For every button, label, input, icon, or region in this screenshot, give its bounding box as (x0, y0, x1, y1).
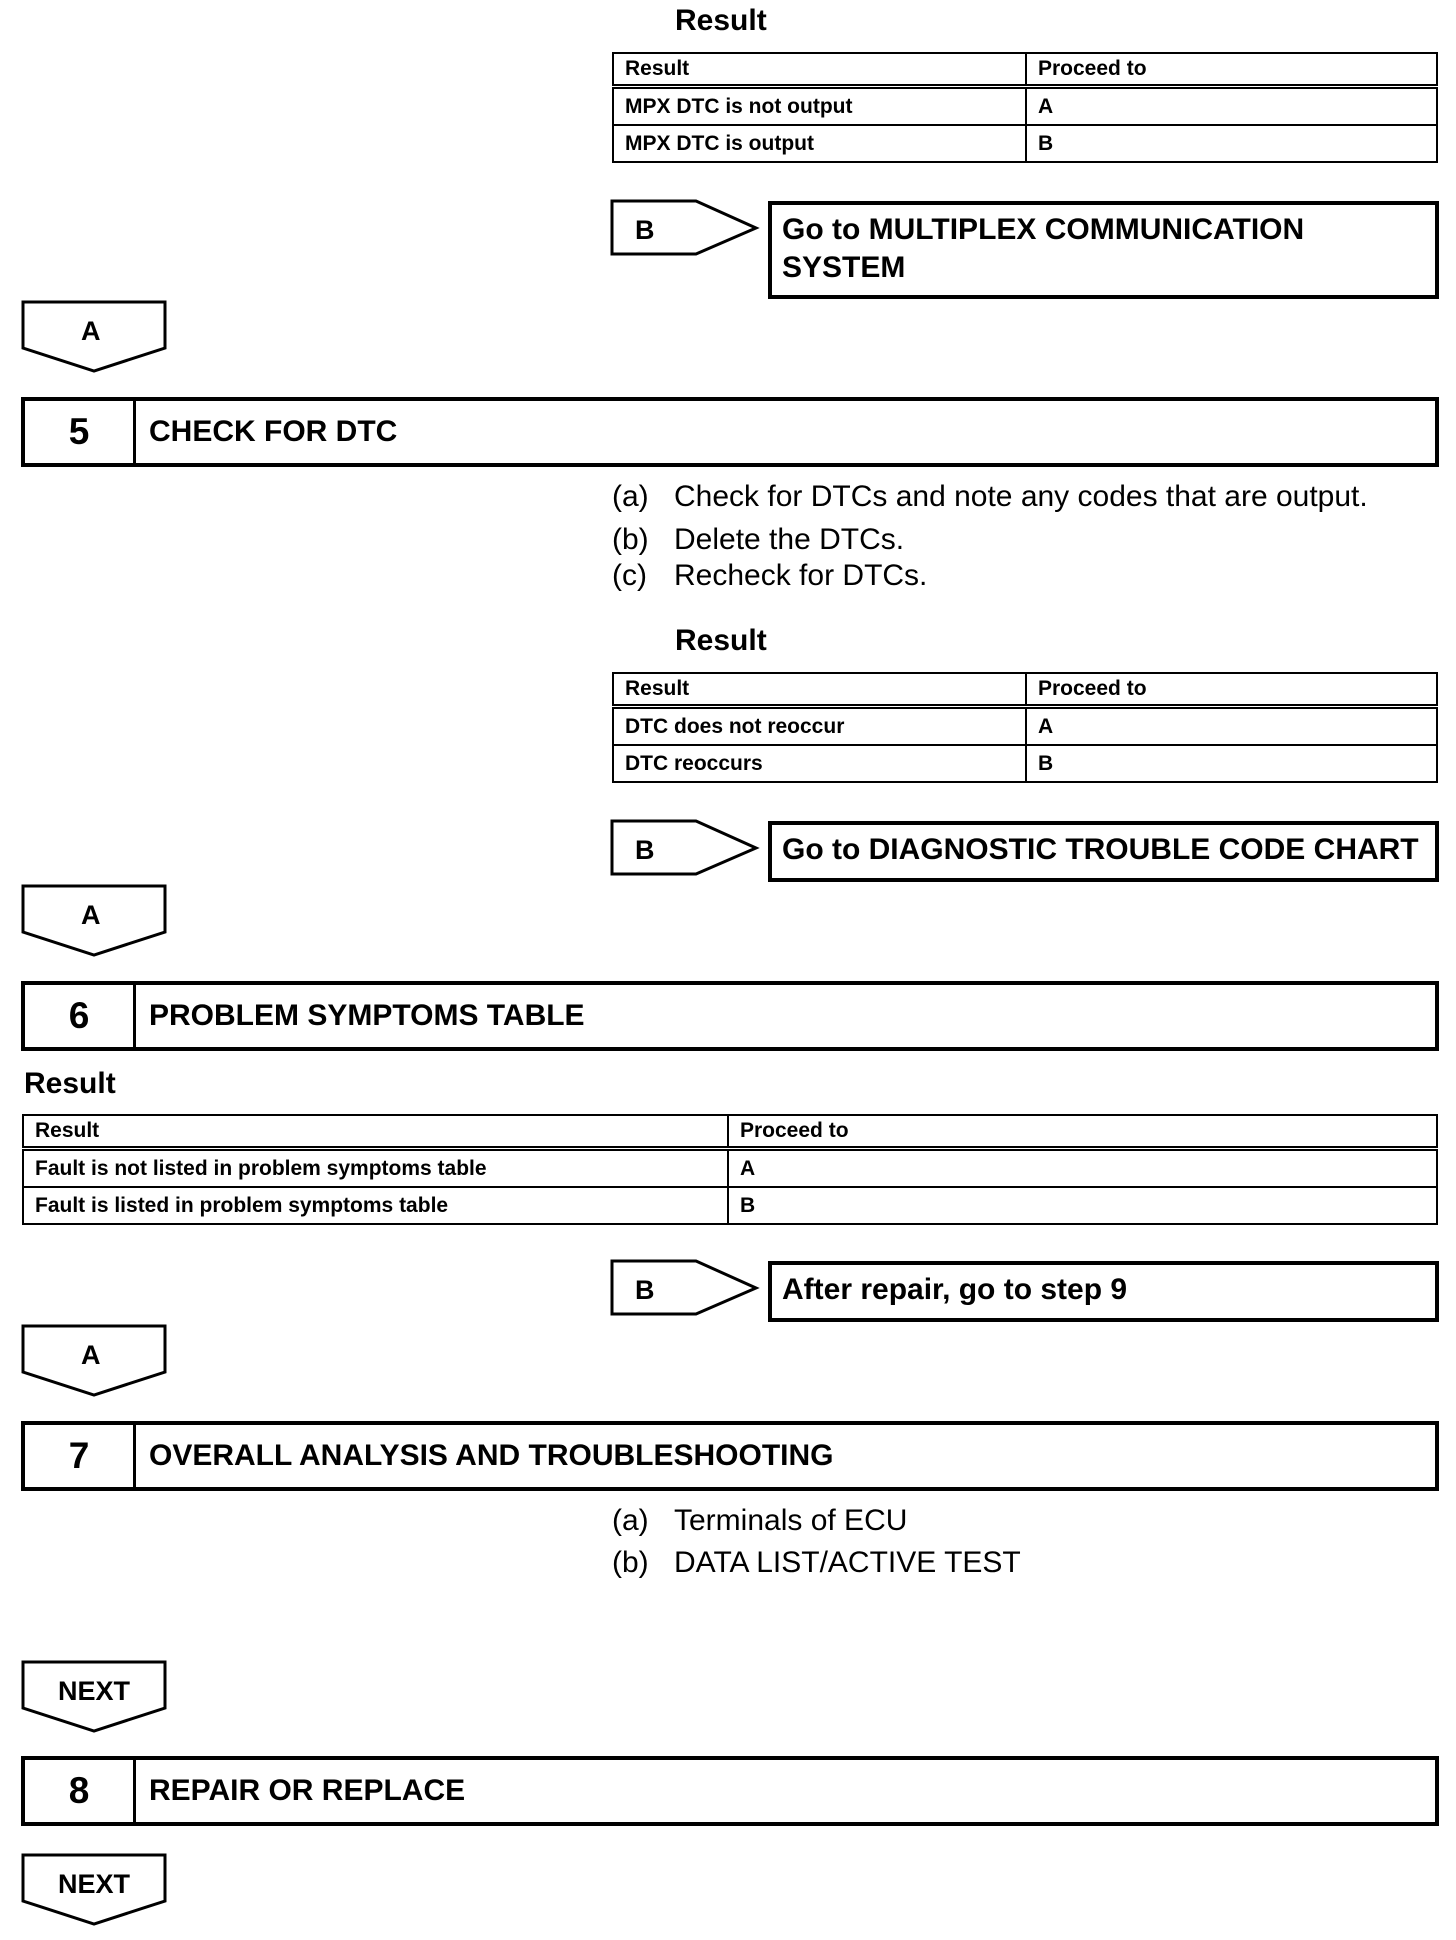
result-table (612, 672, 1438, 783)
goto-box: Go to MULTIPLEX COMMUNICATION SYSTEM (768, 201, 1439, 299)
svg-text:B: B (635, 215, 655, 245)
result-table (22, 1114, 1438, 1225)
goto-box: After repair, go to step 9 (768, 1261, 1439, 1322)
branch-arrow-b (610, 819, 760, 877)
goto-box: Go to DIAGNOSTIC TROUBLE CODE CHART (768, 821, 1439, 882)
step-title: PROBLEM SYMPTOMS TABLE (149, 999, 585, 1032)
svg-text:A: A (81, 900, 101, 930)
procedure-item: (c) Recheck for DTCs. (612, 559, 928, 592)
table-header: Result (23, 1115, 728, 1149)
step-number: 6 (25, 985, 136, 1047)
table-row: DTC does not reoccur A (613, 707, 1437, 746)
table-row: Fault is not listed in problem symptoms table A (23, 1149, 1437, 1188)
next-arrow (21, 1853, 169, 1927)
step-number: 8 (25, 1760, 136, 1822)
result-table (612, 52, 1438, 163)
table-header: Proceed to (728, 1115, 1437, 1149)
next-arrow (21, 1660, 169, 1734)
table-row: Fault is listed in problem symptoms table B (23, 1187, 1437, 1224)
svg-text:B: B (635, 1275, 655, 1305)
procedure-item: (b) DATA LIST/ACTIVE TEST (612, 1546, 1021, 1579)
svg-text:NEXT: NEXT (57, 1676, 131, 1706)
result-title: Result (675, 4, 767, 37)
table-header: Proceed to (1026, 53, 1437, 87)
table-header: Result (613, 673, 1026, 707)
branch-arrow-b (610, 199, 760, 257)
step-number: 7 (25, 1425, 136, 1487)
result-title: Result (675, 624, 767, 657)
table-row: MPX DTC is not output A (613, 87, 1437, 126)
step-title: REPAIR OR REPLACE (149, 1774, 466, 1807)
branch-arrow-b (610, 1259, 760, 1317)
procedure-item: (a) Terminals of ECU (612, 1504, 908, 1537)
procedure-item: (b) Delete the DTCs. (612, 523, 905, 556)
continue-arrow-a (21, 1324, 169, 1398)
table-row: MPX DTC is output B (613, 125, 1437, 162)
procedure-item: (a) Check for DTCs and note any codes that are output. (612, 480, 1368, 513)
table-row: DTC reoccurs B (613, 745, 1437, 782)
step-title: CHECK FOR DTC (149, 415, 398, 448)
step-header (21, 981, 1439, 1051)
step-header (21, 1421, 1439, 1491)
continue-arrow-a (21, 884, 169, 958)
svg-text:NEXT: NEXT (57, 1869, 131, 1899)
table-header: Result (613, 53, 1026, 87)
step-header (21, 397, 1439, 467)
step-number: 5 (25, 401, 136, 463)
svg-text:B: B (635, 835, 655, 865)
table-header: Proceed to (1026, 673, 1437, 707)
result-title: Result (24, 1067, 116, 1100)
svg-text:A: A (81, 316, 101, 346)
svg-text:A: A (81, 1340, 101, 1370)
continue-arrow-a (21, 300, 169, 374)
step-title: OVERALL ANALYSIS AND TROUBLESHOOTING (149, 1439, 834, 1472)
step-header (21, 1756, 1439, 1826)
